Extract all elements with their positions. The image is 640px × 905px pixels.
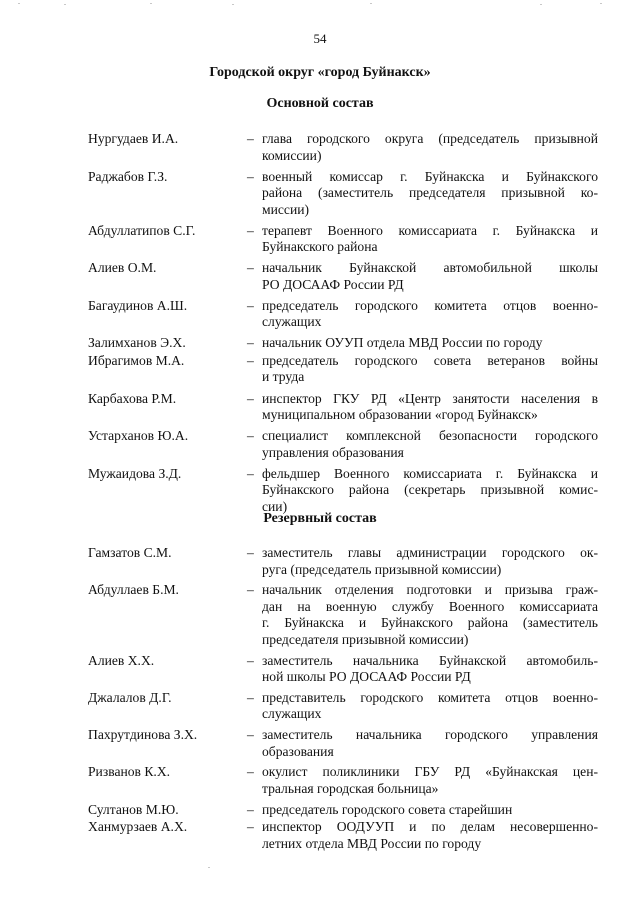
role-line: летних отдела МВД России по городу — [262, 835, 482, 851]
role-line: Буйнакского района (секретарь призывной комис- — [262, 482, 598, 498]
dash-separator: – — [247, 689, 254, 705]
member-name: Карбахова Р.М. — [88, 390, 177, 406]
member-entry — [88, 223, 598, 256]
role-line: дан на военную службу Военного комиссариата — [262, 598, 598, 614]
dash-separator: – — [247, 727, 254, 743]
role-line: заместитель начальника городского управления — [262, 727, 598, 743]
member-entry — [88, 653, 598, 686]
role-line: начальник ОУУП отдела МВД России по городу — [262, 335, 543, 351]
member-entry — [88, 298, 598, 331]
role-line: сии) — [262, 498, 288, 514]
role-line: комиссии) — [262, 147, 322, 163]
role-line: района (заместитель председателя призывной ко- — [262, 185, 598, 201]
role-line: г. Буйнакска и Буйнакского района (заместитель — [262, 615, 598, 631]
member-role — [262, 653, 598, 686]
role-line: представитель городского комитета отцов военно- — [262, 689, 598, 705]
member-name: Раджабов Г.З. — [88, 168, 168, 184]
member-name: Гамзатов С.М. — [88, 545, 172, 560]
member-name: Залимханов Э.Х. — [88, 335, 186, 351]
member-name: Алиев Х.Х. — [88, 652, 155, 668]
role-line: председатель городского комитета отцов военно- — [262, 297, 598, 313]
role-line: глава городского округа (председатель призывной — [262, 131, 598, 146]
role-line: и труда — [262, 369, 305, 385]
role-line: руга (председатель призывной комиссии) — [262, 561, 502, 577]
scan-speck — [540, 4, 542, 5]
role-line: председателя призывной комиссии) — [262, 631, 469, 647]
dash-separator: – — [247, 819, 254, 835]
main-members-list — [88, 131, 598, 520]
member-name: Багаудинов А.Ш. — [88, 297, 188, 313]
member-name: Джалалов Д.Г. — [88, 689, 172, 705]
member-entry — [88, 727, 598, 760]
member-name: Пахрутдинова З.Х. — [88, 727, 198, 743]
member-role — [262, 690, 598, 723]
scan-speck — [18, 3, 20, 4]
reserve-members-list — [88, 545, 598, 857]
role-line: миссии) — [262, 201, 310, 217]
member-role — [262, 260, 598, 293]
member-entry — [88, 582, 598, 648]
member-entry — [88, 690, 598, 723]
member-name: Абдуллаев Б.М. — [88, 582, 179, 598]
role-line: тральная городская больница» — [262, 780, 439, 796]
member-role — [262, 353, 598, 386]
member-entry — [88, 335, 598, 352]
member-entry — [88, 391, 598, 424]
role-line: инспектор ООДУУП и по делам несовершенно- — [262, 819, 598, 835]
dash-separator: – — [247, 545, 254, 560]
section-heading-reserve: Резервный состав — [263, 511, 377, 526]
dash-separator: – — [247, 352, 254, 368]
dash-separator: – — [247, 222, 254, 238]
member-role — [262, 131, 598, 164]
role-line: председатель городского совета ветеранов войны — [262, 352, 598, 368]
role-line: РО ДОСААФ России РД — [262, 276, 404, 292]
role-line: начальник Буйнакской автомобильной школы — [262, 260, 598, 276]
member-entry — [88, 260, 598, 293]
dash-separator: – — [247, 297, 254, 313]
member-entry — [88, 353, 598, 386]
dash-separator: – — [247, 764, 254, 780]
member-role — [262, 335, 598, 352]
scan-speck — [64, 4, 66, 5]
dash-separator: – — [247, 582, 254, 598]
member-name: Нургудаев И.А. — [88, 131, 179, 146]
member-role — [262, 466, 598, 516]
member-name: Ханмурзаев А.Х. — [88, 819, 188, 835]
member-name: Ризванов К.Х. — [88, 764, 171, 780]
member-entry — [88, 764, 598, 797]
dash-separator: – — [247, 335, 254, 351]
role-line: управления образования — [262, 444, 404, 460]
member-role — [262, 582, 598, 648]
member-name: Алиев О.М. — [88, 260, 157, 276]
dash-separator: – — [247, 465, 254, 481]
dash-separator: – — [247, 168, 254, 184]
member-role — [262, 298, 598, 331]
member-name: Абдуллатипов С.Г. — [88, 222, 196, 238]
member-name: Султанов М.Ю. — [88, 801, 179, 817]
member-role — [262, 223, 598, 256]
dash-separator: – — [247, 652, 254, 668]
member-entry — [88, 819, 598, 852]
member-entry — [88, 131, 598, 164]
role-line: инспектор ГКУ РД «Центр занятости населения в — [262, 390, 598, 406]
role-line: терапевт Военного комиссариата г. Буйнакска и — [262, 222, 598, 238]
role-line: образования — [262, 743, 334, 759]
scan-speck — [600, 3, 602, 4]
role-line: фельдшер Военного комиссариата г. Буйнакска и — [262, 465, 598, 481]
role-line: Буйнакского района — [262, 239, 378, 255]
member-role — [262, 764, 598, 797]
dash-separator: – — [247, 131, 254, 146]
role-line: заместитель начальника Буйнакской автомобиль- — [262, 652, 598, 668]
member-role — [262, 545, 598, 578]
role-line: специалист комплексной безопасности городского — [262, 428, 598, 444]
member-name: Мужаидова З.Д. — [88, 465, 182, 481]
dash-separator: – — [247, 260, 254, 276]
scan-speck — [208, 867, 210, 868]
scan-speck — [150, 3, 152, 4]
role-line: муниципальном образовании «город Буйнакск» — [262, 407, 538, 423]
member-role — [262, 819, 598, 852]
member-role — [262, 727, 598, 760]
member-role — [262, 802, 598, 819]
member-name: Ибрагимов М.А. — [88, 352, 185, 368]
role-line: служащих — [262, 314, 322, 330]
scan-speck — [232, 4, 234, 5]
scan-speck — [370, 3, 372, 4]
role-line: заместитель главы администрации городского ок- — [262, 545, 598, 560]
role-line: начальник отделения подготовки и призыва граж- — [262, 582, 598, 598]
member-role — [262, 428, 598, 461]
member-entry — [88, 428, 598, 461]
dash-separator: – — [247, 801, 254, 817]
member-entry — [88, 802, 598, 819]
dash-separator: – — [247, 428, 254, 444]
dash-separator: – — [247, 390, 254, 406]
section-heading-main: Основной состав — [266, 96, 374, 111]
member-name: Устарханов Ю.А. — [88, 428, 189, 444]
member-role — [262, 169, 598, 219]
member-entry — [88, 169, 598, 219]
role-line: председатель городского совета старейшин — [262, 801, 513, 817]
role-line: ной школы РО ДОСААФ России РД — [262, 669, 471, 685]
member-role — [262, 391, 598, 424]
member-entry — [88, 545, 598, 578]
page-number: 54 — [313, 31, 327, 46]
document-title: Городской округ «город Буйнакск» — [209, 65, 431, 80]
role-line: военный комиссар г. Буйнакска и Буйнакского — [262, 168, 598, 184]
role-line: служащих — [262, 706, 322, 722]
member-entry — [88, 466, 598, 516]
role-line: окулист поликлиники ГБУ РД «Буйнакская цен- — [262, 764, 598, 780]
